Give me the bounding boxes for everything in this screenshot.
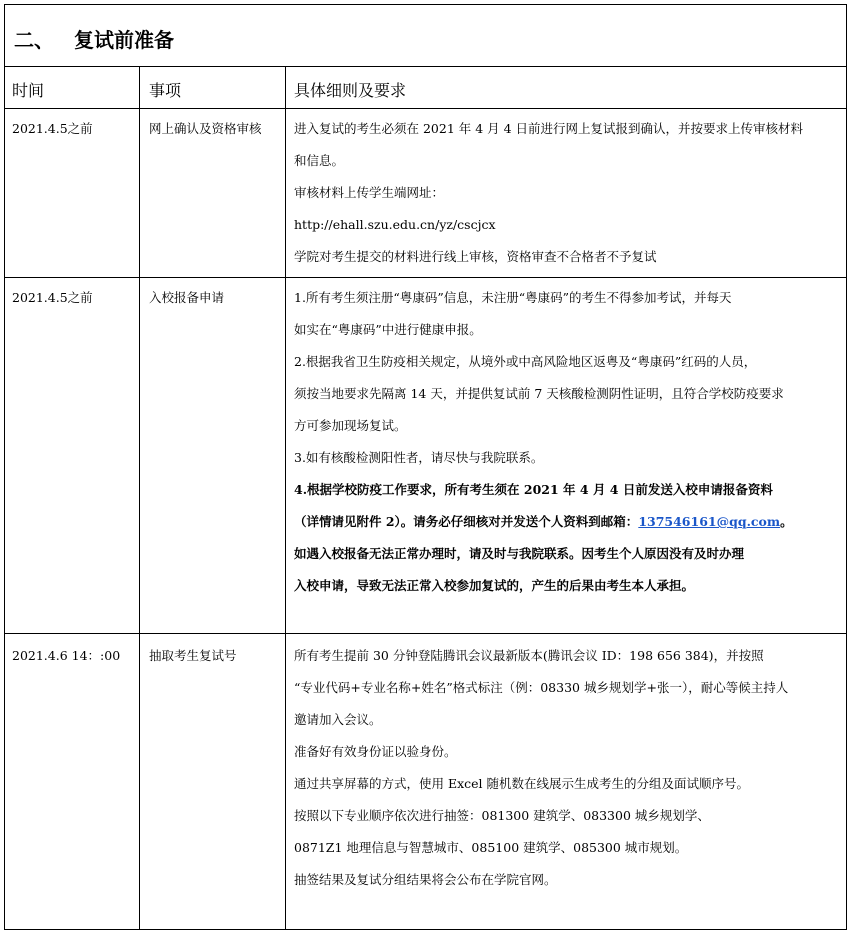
detail-line: 和信息。 — [294, 153, 345, 168]
notice-line: 4.根据学校防疫工作要求，所有考生须在 2021 年 4 月 4 日前发送入校申请报备资料 — [294, 482, 773, 497]
detail-line: 3.如有核酸检测阳性者，请尽快与我院联系。 — [294, 450, 544, 465]
detail-line: 须按当地要求先隔离 14 天，并提供复试前 7 天核酸检测阴性证明，且符合学校防疫要求 — [294, 386, 784, 401]
section-title-row — [4, 4, 847, 67]
section-number: 二、 — [14, 28, 54, 52]
detail-line: 进入复试的考生必须在 2021 年 4 月 4 日前进行网上复试报到确认，并按要求上传审核材料 — [294, 121, 804, 136]
detail-line: 如实在“粤康码”中进行健康申报。 — [294, 322, 482, 337]
row-time: 2021.4.6 14：:00 — [12, 648, 121, 663]
detail-line: 按照以下专业顺序依次进行抽签：081300 建筑学、083300 城乡规划学、 — [294, 808, 710, 823]
notice-line: 如遇入校报备无法正常办理时，请及时与我院联系。因考生个人原因没有及时办理 — [294, 546, 745, 561]
detail-line: 0871Z1 地理信息与智慧城市、085100 建筑学、085300 城市规划。 — [294, 840, 688, 855]
row-item: 网上确认及资格审核 — [149, 121, 262, 136]
row-divider-2 — [4, 633, 847, 634]
detail-line: 通过共享屏幕的方式，使用 Excel 随机数在线展示生成考生的分组及面试顺序号。 — [294, 776, 750, 791]
header-item: 事项 — [149, 81, 182, 100]
section-title: 复试前准备 — [74, 28, 174, 52]
detail-line: 学院对考生提交的材料进行线上审核，资格审查不合格者不予复试 — [294, 249, 657, 264]
row-time: 2021.4.5之前 — [12, 290, 93, 305]
notice-line — [294, 514, 793, 530]
detail-line: 所有考生提前 30 分钟登陆腾讯会议最新版本(腾讯会议 ID：198 656 384)，并按照 — [294, 648, 764, 663]
header-details: 具体细则及要求 — [294, 81, 407, 100]
email-link[interactable]: 137546161@qq.com — [638, 514, 781, 529]
notice-line: 入校申请，导致无法正常入校参加复试的，产生的后果由考生本人承担。 — [294, 578, 695, 593]
header-time: 时间 — [12, 81, 45, 100]
row-item: 入校报备申请 — [149, 290, 225, 305]
row-divider-1 — [4, 277, 847, 278]
column-divider-1 — [139, 67, 140, 930]
detail-line: 准备好有效身份证以验身份。 — [294, 744, 457, 759]
detail-line: 抽签结果及复试分组结果将会公布在学院官网。 — [294, 872, 557, 887]
detail-line: 1.所有考生须注册“粤康码”信息，未注册“粤康码”的考生不得参加考试，并每天 — [294, 290, 732, 305]
detail-line: 邀请加入会议。 — [294, 712, 382, 727]
header-divider — [4, 108, 847, 109]
row-item: 抽取考生复试号 — [149, 648, 237, 663]
notice-text: （详情请见附件 2）。请务必仔细核对并发送个人资料到邮箱： — [294, 514, 639, 529]
row-time: 2021.4.5之前 — [12, 121, 93, 136]
detail-line: “专业代码+专业名称+姓名”格式标注（例：08330 城乡规划学+张一），耐心等候主持人 — [294, 680, 789, 695]
column-divider-2 — [285, 67, 286, 930]
detail-line: 方可参加现场复试。 — [294, 418, 407, 433]
detail-line: 2.根据我省卫生防疫相关规定，从境外或中高风险地区返粤及“粤康码”红码的人员， — [294, 354, 757, 369]
detail-line: 审核材料上传学生端网址： — [294, 185, 445, 200]
notice-suffix: 。 — [780, 514, 793, 529]
detail-url: http://ehall.szu.edu.cn/yz/cscjcx — [294, 217, 496, 232]
